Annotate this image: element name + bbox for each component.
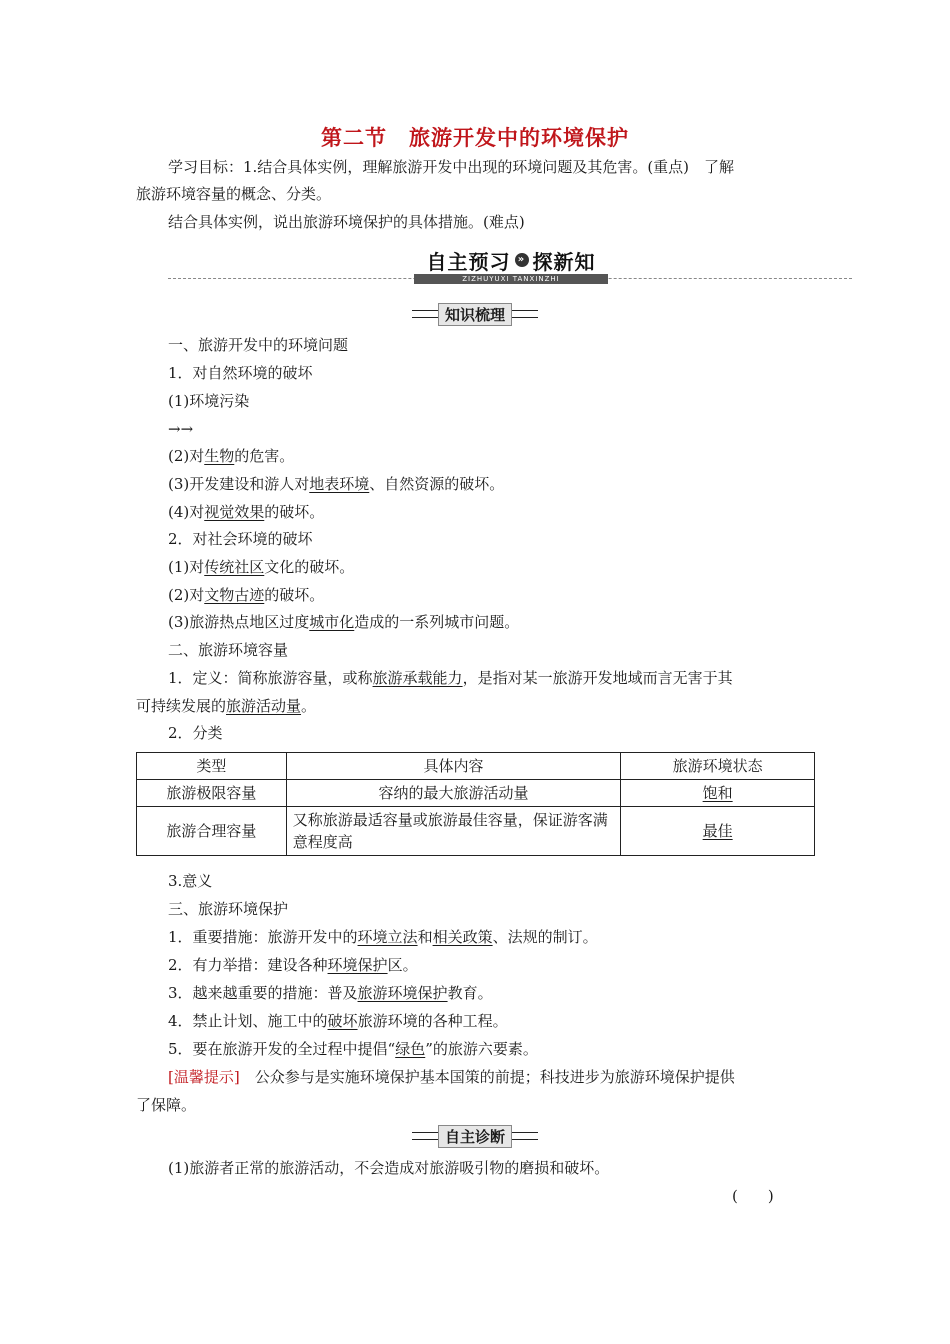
table-row	[137, 807, 815, 856]
text: ，是指对某一旅游开发地域而言无害于其	[462, 669, 733, 687]
text: 3．越来越重要的措施：普及	[168, 984, 358, 1002]
objectives-line-2: 旅游环境容量的概念、分类。	[136, 185, 332, 203]
text: 区。	[387, 956, 418, 974]
answer-blank: 绿色	[395, 1040, 426, 1058]
text: 的破坏。	[264, 503, 325, 521]
sec2-definition-1	[168, 668, 733, 688]
knowledge-tag	[408, 303, 542, 325]
text: (3)旅游热点地区过度	[168, 613, 310, 631]
sec3-measure-4	[168, 1011, 508, 1031]
answer-parentheses: ( )	[732, 1187, 774, 1205]
text: 的危害。	[234, 447, 295, 465]
text: (2)对	[168, 586, 205, 604]
text: 的破坏。	[264, 586, 325, 604]
sec1-sub1: 1．对自然环境的破坏	[168, 364, 313, 382]
banner-pinyin: ZIZHUYUXI TANXINZHI	[414, 274, 608, 284]
text: 和	[417, 928, 433, 946]
table-header-row	[137, 753, 815, 780]
sec3-measure-1	[168, 927, 598, 947]
text: (3)开发建设和游人对	[168, 475, 310, 493]
answer-blank: 旅游承载能力	[372, 669, 463, 687]
answer-blank: 视觉效果	[204, 503, 265, 521]
sec2-significance: 3.意义	[168, 872, 213, 890]
table-header: 类型	[137, 753, 287, 780]
objectives-line-1: 学习目标：1.结合具体实例，理解旅游开发中出现的环境问题及其危害。(重点) 了解	[168, 158, 735, 176]
answer-blank: 城市化	[309, 613, 355, 631]
banner-title	[414, 246, 608, 274]
text: 可持续发展的	[136, 697, 227, 715]
sec1-arrows: →→	[168, 420, 194, 438]
tag-bar-left	[412, 310, 438, 318]
capacity-table	[136, 752, 815, 856]
text: 、自然资源的破坏。	[369, 475, 505, 493]
sec2-heading: 二、旅游环境容量	[168, 641, 289, 659]
banner-right-text: 探新知	[532, 249, 596, 274]
text: ”的旅游六要素。	[425, 1040, 538, 1058]
text: (2)对	[168, 447, 205, 465]
text: 。	[301, 697, 317, 715]
objectives-line-3: 结合具体实例，说出旅游环境保护的具体措施。(难点)	[168, 213, 525, 231]
text: 1．定义：简称旅游容量，或称	[168, 669, 373, 687]
text: (1)对	[168, 558, 205, 576]
tag-bar-right	[512, 310, 538, 318]
diagnosis-tag	[408, 1125, 542, 1147]
sec3-measure-2	[168, 955, 418, 975]
answer-blank: 旅游活动量	[226, 697, 302, 715]
sec2-classification: 2．分类	[168, 724, 223, 742]
diagnosis-tag-label: 自主诊断	[438, 1125, 512, 1148]
section-title: 第二节 旅游开发中的环境保护	[321, 126, 629, 150]
banner-left-text: 自主预习	[426, 249, 511, 274]
text: 5．要在旅游开发的全过程中提倡“	[168, 1040, 396, 1058]
text: (4)对	[168, 503, 205, 521]
table-cell: 又称旅游最适容量或旅游最佳容量，保证游客满意程度高	[286, 807, 620, 856]
answer-blank: 相关政策	[432, 928, 493, 946]
sec1-item3	[168, 474, 504, 494]
tag-bar-right	[512, 1132, 538, 1140]
sec1-item1: (1)环境污染	[168, 392, 250, 410]
answer-blank: 地表环境	[309, 475, 370, 493]
text: 造成的一系列城市问题。	[354, 613, 520, 631]
tag-bar-left	[412, 1132, 438, 1140]
sec1-social-3	[168, 612, 519, 632]
answer-blank: 环境立法	[357, 928, 418, 946]
answer-blank: 文物古迹	[204, 586, 265, 604]
table-cell: 旅游合理容量	[137, 807, 287, 856]
tip-label: [温馨提示]	[168, 1068, 240, 1086]
sec2-definition-2	[136, 696, 316, 716]
sec1-sub2: 2．对社会环境的破坏	[168, 530, 313, 548]
sec1-social-2	[168, 585, 324, 605]
sec1-item4	[168, 502, 324, 522]
text: 1．重要措施：旅游开发中的	[168, 928, 358, 946]
tip-line-1	[168, 1067, 735, 1087]
sec1-item2	[168, 446, 294, 466]
answer-blank: 传统社区	[204, 558, 265, 576]
sec1-social-1	[168, 557, 354, 577]
answer-blank: 破坏	[327, 1012, 358, 1030]
table-cell: 容纳的最大旅游活动量	[286, 780, 620, 807]
chevron-right-icon: »	[515, 253, 529, 267]
tip-text: 公众参与是实施环境保护基本国策的前提；科技进步为旅游环境保护提供	[239, 1068, 735, 1086]
knowledge-tag-label: 知识梳理	[438, 303, 512, 326]
table-header: 具体内容	[286, 753, 620, 780]
sec3-measure-3	[168, 983, 493, 1003]
text: 2．有力举措：建设各种	[168, 956, 328, 974]
table-header: 旅游环境状态	[621, 753, 815, 780]
text: 文化的破坏。	[264, 558, 355, 576]
text: 旅游环境的各种工程。	[357, 1012, 508, 1030]
answer-blank: 最佳	[702, 822, 733, 840]
preview-banner	[168, 246, 852, 286]
text: 教育。	[447, 984, 493, 1002]
sec1-heading: 一、旅游开发中的环境问题	[168, 336, 349, 354]
text: 、法规的制订。	[492, 928, 598, 946]
answer-blank: 生物	[204, 447, 235, 465]
table-cell: 旅游极限容量	[137, 780, 287, 807]
answer-blank: 环境保护	[327, 956, 388, 974]
table-cell	[621, 780, 815, 807]
table-cell	[621, 807, 815, 856]
tip-line-2: 了保障。	[136, 1096, 197, 1114]
answer-blank: 旅游环境保护	[357, 984, 448, 1002]
diagnosis-question-1: (1)旅游者正常的旅游活动，不会造成对旅游吸引物的磨损和破坏。	[168, 1159, 610, 1177]
answer-blank: 饱和	[702, 784, 733, 802]
table-row	[137, 780, 815, 807]
sec3-heading: 三、旅游环境保护	[168, 900, 289, 918]
sec3-measure-5	[168, 1039, 538, 1059]
text: 4．禁止计划、施工中的	[168, 1012, 328, 1030]
